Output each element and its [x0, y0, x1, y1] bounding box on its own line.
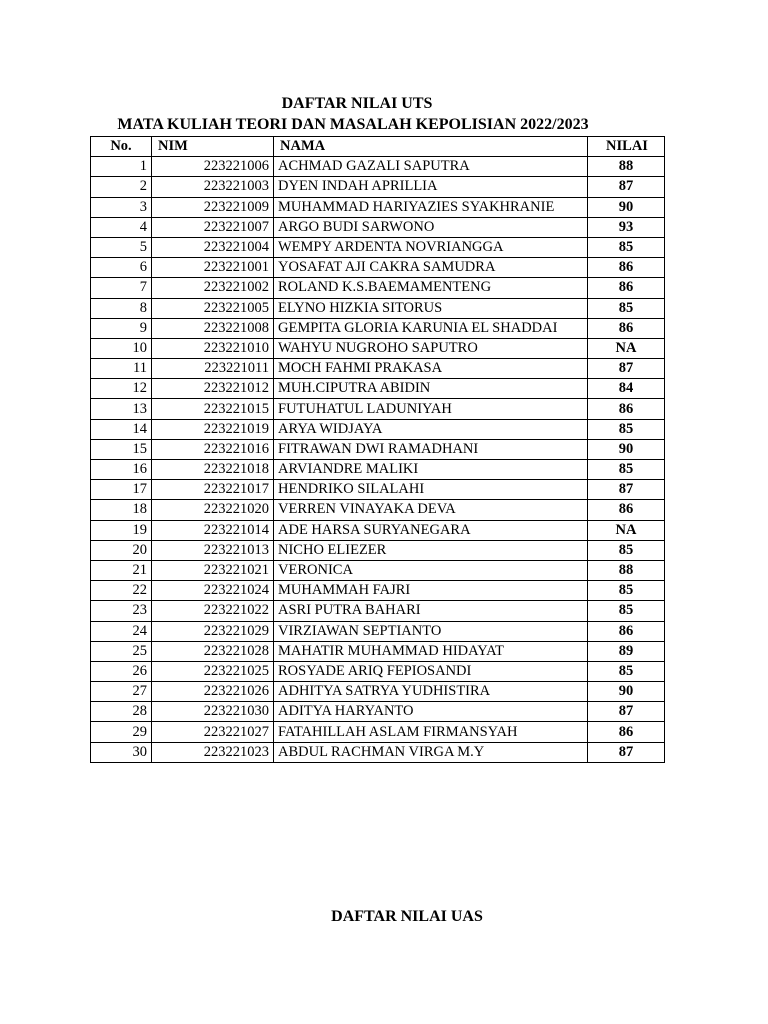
cell-no: 10: [91, 338, 152, 358]
cell-no: 2: [91, 177, 152, 197]
cell-nim: 223221024: [152, 581, 274, 601]
cell-nilai: 87: [588, 742, 665, 762]
cell-nama: MUHAMMAH FAJRI: [274, 581, 588, 601]
cell-no: 18: [91, 500, 152, 520]
cell-no: 9: [91, 318, 152, 338]
table-row: [91, 682, 665, 702]
cell-nama: ROSYADE ARIQ FEPIOSANDI: [274, 661, 588, 681]
cell-nama: ARYA WIDJAYA: [274, 419, 588, 439]
table-row: [91, 298, 665, 318]
table-row: [91, 258, 665, 278]
table-row: [91, 661, 665, 681]
table-row: [91, 338, 665, 358]
cell-nama: WEMPY ARDENTA NOVRIANGGA: [274, 237, 588, 257]
table-row: [91, 702, 665, 722]
cell-nama: MUHAMMAD HARIYAZIES SYAKHRANIE: [274, 197, 588, 217]
document-subtitle: MATA KULIAH TEORI DAN MASALAH KEPOLISIAN 2022/2023: [117, 116, 589, 133]
cell-nilai: 85: [588, 661, 665, 681]
cell-nim: 223221011: [152, 359, 274, 379]
cell-nilai: 93: [588, 217, 665, 237]
table-row: [91, 641, 665, 661]
cell-nilai: 86: [588, 621, 665, 641]
cell-nama: MUH.CIPUTRA ABIDIN: [274, 379, 588, 399]
cell-nim: 223221027: [152, 722, 274, 742]
cell-no: 14: [91, 419, 152, 439]
cell-no: 17: [91, 480, 152, 500]
cell-no: 24: [91, 621, 152, 641]
table-row: [91, 621, 665, 641]
cell-no: 7: [91, 278, 152, 298]
cell-nim: 223221009: [152, 197, 274, 217]
table-row: [91, 157, 665, 177]
cell-nilai: 85: [588, 460, 665, 480]
table-row: [91, 177, 665, 197]
cell-nilai: 87: [588, 480, 665, 500]
cell-no: 15: [91, 439, 152, 459]
cell-nim: 223221030: [152, 702, 274, 722]
cell-nilai: 87: [588, 359, 665, 379]
cell-no: 21: [91, 560, 152, 580]
table-row: [91, 419, 665, 439]
cell-no: 20: [91, 540, 152, 560]
cell-nilai: 85: [588, 601, 665, 621]
cell-nama: MOCH FAHMI PRAKASA: [274, 359, 588, 379]
cell-no: 6: [91, 258, 152, 278]
cell-nim: 223221020: [152, 500, 274, 520]
cell-no: 30: [91, 742, 152, 762]
cell-nilai: NA: [588, 338, 665, 358]
cell-no: 23: [91, 601, 152, 621]
cell-nama: ACHMAD GAZALI SAPUTRA: [274, 157, 588, 177]
cell-nim: 223221022: [152, 601, 274, 621]
cell-nim: 223221015: [152, 399, 274, 419]
cell-no: 5: [91, 237, 152, 257]
cell-no: 28: [91, 702, 152, 722]
cell-nilai: 85: [588, 237, 665, 257]
column-header-no: No.: [91, 137, 152, 157]
cell-nilai: 85: [588, 540, 665, 560]
cell-nim: 223221001: [152, 258, 274, 278]
cell-nim: 223221007: [152, 217, 274, 237]
table-row: [91, 359, 665, 379]
table-row: [91, 480, 665, 500]
cell-nilai: 85: [588, 581, 665, 601]
cell-nama: HENDRIKO SILALAHI: [274, 480, 588, 500]
cell-nama: YOSAFAT AJI CAKRA SAMUDRA: [274, 258, 588, 278]
table-row: [91, 500, 665, 520]
cell-no: 29: [91, 722, 152, 742]
cell-nim: 223221010: [152, 338, 274, 358]
column-header-nama: NAMA: [274, 137, 588, 157]
cell-nilai: 90: [588, 682, 665, 702]
cell-nilai: 89: [588, 641, 665, 661]
cell-nilai: 85: [588, 419, 665, 439]
cell-no: 25: [91, 641, 152, 661]
table-row: [91, 318, 665, 338]
cell-nim: 223221019: [152, 419, 274, 439]
cell-nim: 223221028: [152, 641, 274, 661]
cell-nim: 223221012: [152, 379, 274, 399]
table-row: [91, 520, 665, 540]
column-header-nim: NIM: [152, 137, 274, 157]
table-row: [91, 742, 665, 762]
cell-nim: 223221018: [152, 460, 274, 480]
cell-nim: 223221023: [152, 742, 274, 762]
cell-nilai: 87: [588, 702, 665, 722]
cell-nama: ABDUL RACHMAN VIRGA M.Y: [274, 742, 588, 762]
cell-nama: ADHITYA SATRYA YUDHISTIRA: [274, 682, 588, 702]
cell-nilai: 88: [588, 157, 665, 177]
cell-nilai: 86: [588, 278, 665, 298]
table-row: [91, 540, 665, 560]
cell-nama: WAHYU NUGROHO SAPUTRO: [274, 338, 588, 358]
cell-nama: FITRAWAN DWI RAMADHANI: [274, 439, 588, 459]
cell-nim: 223221016: [152, 439, 274, 459]
cell-nama: NICHO ELIEZER: [274, 540, 588, 560]
table-header-row: [91, 137, 665, 157]
cell-nama: ADE HARSA SURYANEGARA: [274, 520, 588, 540]
cell-nim: 223221013: [152, 540, 274, 560]
cell-nama: GEMPITA GLORIA KARUNIA EL SHADDAI: [274, 318, 588, 338]
cell-nim: 223221004: [152, 237, 274, 257]
table-row: [91, 581, 665, 601]
cell-nim: 223221017: [152, 480, 274, 500]
table-row: [91, 278, 665, 298]
table-row: [91, 399, 665, 419]
cell-nilai: 87: [588, 177, 665, 197]
cell-no: 4: [91, 217, 152, 237]
section-title-uas: DAFTAR NILAI UAS: [331, 908, 483, 925]
cell-nama: FUTUHATUL LADUNIYAH: [274, 399, 588, 419]
cell-nama: VERREN VINAYAKA DEVA: [274, 500, 588, 520]
table-row: [91, 379, 665, 399]
table-row: [91, 197, 665, 217]
cell-nim: 223221014: [152, 520, 274, 540]
cell-nilai: 86: [588, 318, 665, 338]
cell-no: 11: [91, 359, 152, 379]
cell-nilai: 86: [588, 500, 665, 520]
cell-no: 27: [91, 682, 152, 702]
cell-nama: VERONICA: [274, 560, 588, 580]
cell-nim: 223221029: [152, 621, 274, 641]
table-body: [91, 157, 665, 763]
cell-nilai: 88: [588, 560, 665, 580]
cell-nilai: 84: [588, 379, 665, 399]
cell-no: 1: [91, 157, 152, 177]
cell-no: 13: [91, 399, 152, 419]
cell-nilai: 90: [588, 197, 665, 217]
cell-no: 16: [91, 460, 152, 480]
cell-nilai: 85: [588, 298, 665, 318]
cell-nim: 223221025: [152, 661, 274, 681]
cell-nim: 223221005: [152, 298, 274, 318]
cell-nim: 223221008: [152, 318, 274, 338]
cell-nama: FATAHILLAH ASLAM FIRMANSYAH: [274, 722, 588, 742]
cell-nama: ELYNO HIZKIA SITORUS: [274, 298, 588, 318]
cell-no: 12: [91, 379, 152, 399]
cell-nilai: 86: [588, 722, 665, 742]
column-header-nilai: NILAI: [588, 137, 665, 157]
cell-no: 22: [91, 581, 152, 601]
cell-nama: VIRZIAWAN SEPTIANTO: [274, 621, 588, 641]
cell-nama: ARVIANDRE MALIKI: [274, 460, 588, 480]
table-row: [91, 439, 665, 459]
grades-table: [90, 136, 665, 763]
table-row: [91, 601, 665, 621]
cell-nama: ROLAND K.S.BAEMAMENTENG: [274, 278, 588, 298]
cell-nilai: NA: [588, 520, 665, 540]
cell-nama: MAHATIR MUHAMMAD HIDAYAT: [274, 641, 588, 661]
cell-nilai: 86: [588, 258, 665, 278]
cell-nim: 223221002: [152, 278, 274, 298]
cell-nama: ADITYA HARYANTO: [274, 702, 588, 722]
table-row: [91, 560, 665, 580]
cell-no: 19: [91, 520, 152, 540]
cell-no: 3: [91, 197, 152, 217]
cell-nilai: 86: [588, 399, 665, 419]
cell-nama: ARGO BUDI SARWONO: [274, 217, 588, 237]
cell-nim: 223221021: [152, 560, 274, 580]
cell-nilai: 90: [588, 439, 665, 459]
cell-nama: DYEN INDAH APRILLIA: [274, 177, 588, 197]
table-row: [91, 460, 665, 480]
document-title: DAFTAR NILAI UTS: [281, 95, 433, 112]
cell-nim: 223221026: [152, 682, 274, 702]
table-row: [91, 237, 665, 257]
cell-no: 26: [91, 661, 152, 681]
table-row: [91, 722, 665, 742]
cell-nama: ASRI PUTRA BAHARI: [274, 601, 588, 621]
cell-no: 8: [91, 298, 152, 318]
table-row: [91, 217, 665, 237]
cell-nim: 223221003: [152, 177, 274, 197]
cell-nim: 223221006: [152, 157, 274, 177]
